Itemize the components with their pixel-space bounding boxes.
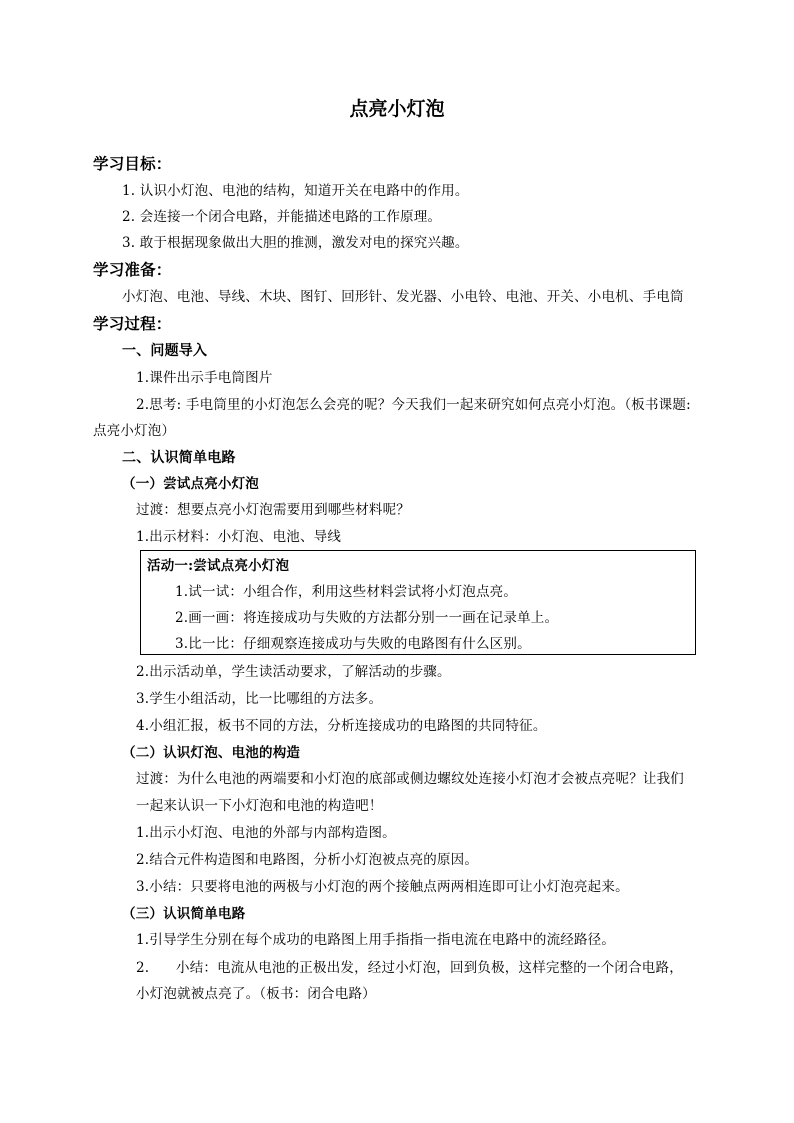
activity-title: 活动一:尝试点亮小灯泡	[147, 558, 290, 574]
sub3-step-2-number: 2.	[136, 960, 150, 976]
sub2-transition-cont: 一起来认识一下小灯泡和电池的构造吧！	[136, 798, 383, 814]
objective-item-1: 1. 认识小灯泡、电池的结构，知道开关在电路中的作用。	[122, 183, 469, 199]
sub3-step-2: 小结：电流从电池的正极出发，经过小灯泡，回到负极，这样完整的一个闭合电路，	[176, 960, 683, 976]
activity-item-2: 2.画一画：将连接成功与失败的方法都分别一一画在记录单上。	[175, 610, 559, 626]
part1-line-2: 2.思考: 手电筒里的小灯泡怎么会亮的呢？今天我们一起来研究如何点亮小灯泡。（板书课题:	[136, 397, 691, 413]
sub1-step-4: 4.小组汇报，板书不同的方法，分析连接成功的电路图的共同特征。	[136, 718, 547, 734]
preparation-materials: 小灯泡、电池、导线、木块、图钉、回形针、发光器、小电铃、电池、开关、小电机、手电筒	[122, 289, 684, 305]
sub3-step-1: 1.引导学生分别在每个成功的电路图上用手指指一指电流在电路中的流经路径。	[136, 932, 616, 948]
sub1-transition: 过渡：想要点亮小灯泡需要用到哪些材料呢？	[136, 502, 410, 518]
sub2-step-2: 2.结合元件构造图和电路图，分析小灯泡被点亮的原因。	[136, 852, 479, 868]
sub2-step-3: 3.小结：只要将电池的两极与小灯泡的两个接触点两两相连即可让小灯泡亮起来。	[136, 879, 629, 895]
sub2-heading: （二）认识灯泡、电池的构造	[122, 745, 301, 761]
sub1-step-3: 3.学生小组活动，比一比哪组的方法多。	[136, 691, 383, 707]
sub2-transition: 过渡：为什么电池的两端要和小灯泡的底部或侧边螺纹处连接小灯泡才会被点亮呢？让我们	[136, 771, 684, 787]
objective-item-2: 2. 会连接一个闭合电路，并能描述电路的工作原理。	[122, 209, 442, 225]
part1-heading: 一、问题导入	[122, 343, 208, 359]
sub1-heading: （一）尝试点亮小灯泡	[122, 476, 259, 492]
objectives-heading: 学习目标：	[93, 154, 172, 173]
part1-line-2-cont: 点亮小灯泡）	[93, 423, 176, 439]
sub1-step-2: 2.出示活动单，学生读活动要求，了解活动的步骤。	[136, 664, 451, 680]
activity-item-1: 1.试一试：小组合作，利用这些材料尝试将小灯泡点亮。	[175, 584, 518, 600]
activity-item-3: 3.比一比：仔细观察连接成功与失败的电路图有什么区别。	[175, 636, 531, 652]
page-title: 点亮小灯泡	[349, 98, 445, 120]
part1-line-1: 1.课件出示手电筒图片	[136, 370, 273, 386]
part2-heading: 二、认识简单电路	[122, 450, 236, 466]
objective-item-3: 3. 敢于根据现象做出大胆的推测，激发对电的探究兴趣。	[122, 235, 469, 251]
sub3-heading: （三）认识简单电路	[122, 906, 246, 922]
sub1-step-1: 1.出示材料：小灯泡、电池、导线	[136, 529, 342, 545]
sub3-step-2-cont: 小灯泡就被点亮了。（板书：闭合电路）	[136, 986, 376, 1002]
preparation-heading: 学习准备：	[93, 260, 172, 279]
process-heading: 学习过程：	[93, 314, 172, 333]
sub2-step-1: 1.出示小灯泡、电池的外部与内部构造图。	[136, 825, 396, 841]
